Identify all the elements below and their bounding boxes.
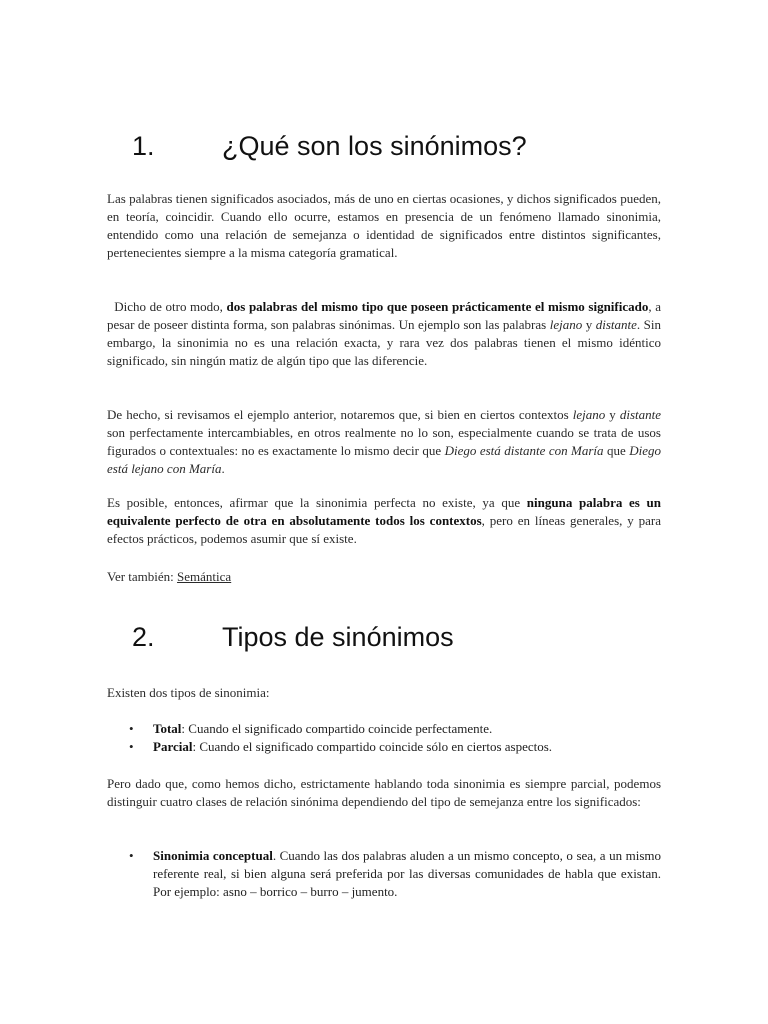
section-1-paragraph-3 bbox=[107, 406, 661, 478]
text-span: , pero en líneas generales, y para efectos prácticos, podemos asumir que sí existe. bbox=[107, 513, 661, 546]
italic-text: Diego está lejano con María bbox=[107, 443, 661, 476]
text-span: . bbox=[221, 461, 225, 476]
see-also-line bbox=[107, 568, 661, 586]
text-span: y bbox=[582, 317, 596, 332]
section-1-title: ¿Qué son los sinónimos? bbox=[222, 131, 527, 161]
list-desc: : Cuando el significado compartido coincide perfectamente. bbox=[181, 721, 493, 736]
section-2-title: Tipos de sinónimos bbox=[222, 622, 454, 652]
bold-text: ninguna palabra es un equivalente perfecto de otra en absolutamente todos los contextos bbox=[107, 495, 661, 528]
list-desc: . Cuando las dos palabras aluden a un mismo concepto, o sea, a un mismo referente real, si bien alguna será preferida por las diversas comunidades de habla que existan. Por ejemplo: asno – borrico – burro – jumento. bbox=[153, 848, 661, 899]
text-span: . Sin embargo, la sinonimia no es una relación exacta, y rara vez dos palabras tienen el mismo idéntico significado, sin ningún matiz de algún tipo que las diferencie. bbox=[107, 317, 662, 368]
text-span: , a pesar de poseer distinta forma, son palabras sinónimas. Un ejemplo son las palabras bbox=[107, 299, 662, 332]
see-also-label: Ver también: bbox=[107, 569, 178, 584]
italic-text: distante bbox=[595, 317, 637, 332]
section-1-paragraph-4 bbox=[107, 494, 661, 548]
section-2-number: 2. bbox=[132, 622, 155, 652]
italic-text: lejano bbox=[572, 407, 606, 422]
bold-text: dos palabras del mismo tipo que poseen prácticamente el mismo significado bbox=[226, 299, 649, 314]
list-term: Total bbox=[153, 721, 182, 736]
text-span: Es posible, entonces, afirmar que la sinonimia perfecta no existe, ya que bbox=[107, 495, 527, 510]
types-list bbox=[107, 720, 661, 756]
see-also-link[interactable]: Semántica bbox=[177, 569, 232, 584]
list-term: Sinonimia conceptual bbox=[153, 848, 273, 863]
italic-text: distante bbox=[619, 407, 661, 422]
list-term: Parcial bbox=[153, 739, 193, 754]
list-desc: : Cuando el significado compartido coincide sólo en ciertos aspectos. bbox=[192, 739, 553, 754]
bullet-icon: • bbox=[129, 739, 134, 754]
text-span: son perfectamente intercambiables, en otros realmente no lo son, especialmente cuando se trata de usos figurados o contextuales: no es exactamente lo mismo decir que bbox=[107, 425, 661, 458]
text-span: Dicho de otro modo, bbox=[107, 299, 227, 314]
text-span: que bbox=[603, 443, 630, 458]
section-2-intro: Existen dos tipos de sinonimia: bbox=[107, 685, 270, 700]
section-1-number: 1. bbox=[132, 131, 155, 161]
bullet-icon: • bbox=[129, 848, 134, 863]
section-1-heading bbox=[107, 131, 527, 162]
italic-text: lejano bbox=[549, 317, 583, 332]
text-span: De hecho, si revisamos el ejemplo anterior, notaremos que, si bien en ciertos contextos bbox=[107, 407, 573, 422]
text-span: y bbox=[605, 407, 620, 422]
list-item-parcial bbox=[107, 738, 661, 756]
section-2-heading bbox=[107, 622, 454, 653]
italic-text: Diego está distante con María bbox=[444, 443, 604, 458]
bullet-icon: • bbox=[129, 721, 134, 736]
list-item-conceptual bbox=[107, 847, 661, 901]
classes-list bbox=[107, 847, 661, 901]
section-2-paragraph-2: Pero dado que, como hemos dicho, estrictamente hablando toda sinonimia es siempre parcial, podemos distinguir cuatro clases de relación sinónima dependiendo del tipo de semejanza entre los significados: bbox=[107, 776, 661, 809]
list-item-total bbox=[107, 720, 661, 738]
section-1-paragraph-1: Las palabras tienen significados asociados, más de uno en ciertas ocasiones, y dichos significados pueden, en teoría, coincidir. Cuando ello ocurre, estamos en presencia de un fenómeno llamado sinonimia, entendido como una relación de semejanza o identidad de significados entre distintos significantes, pertenecientes siempre a la misma categoría gramatical. bbox=[107, 191, 661, 260]
section-1-paragraph-2 bbox=[107, 298, 661, 370]
